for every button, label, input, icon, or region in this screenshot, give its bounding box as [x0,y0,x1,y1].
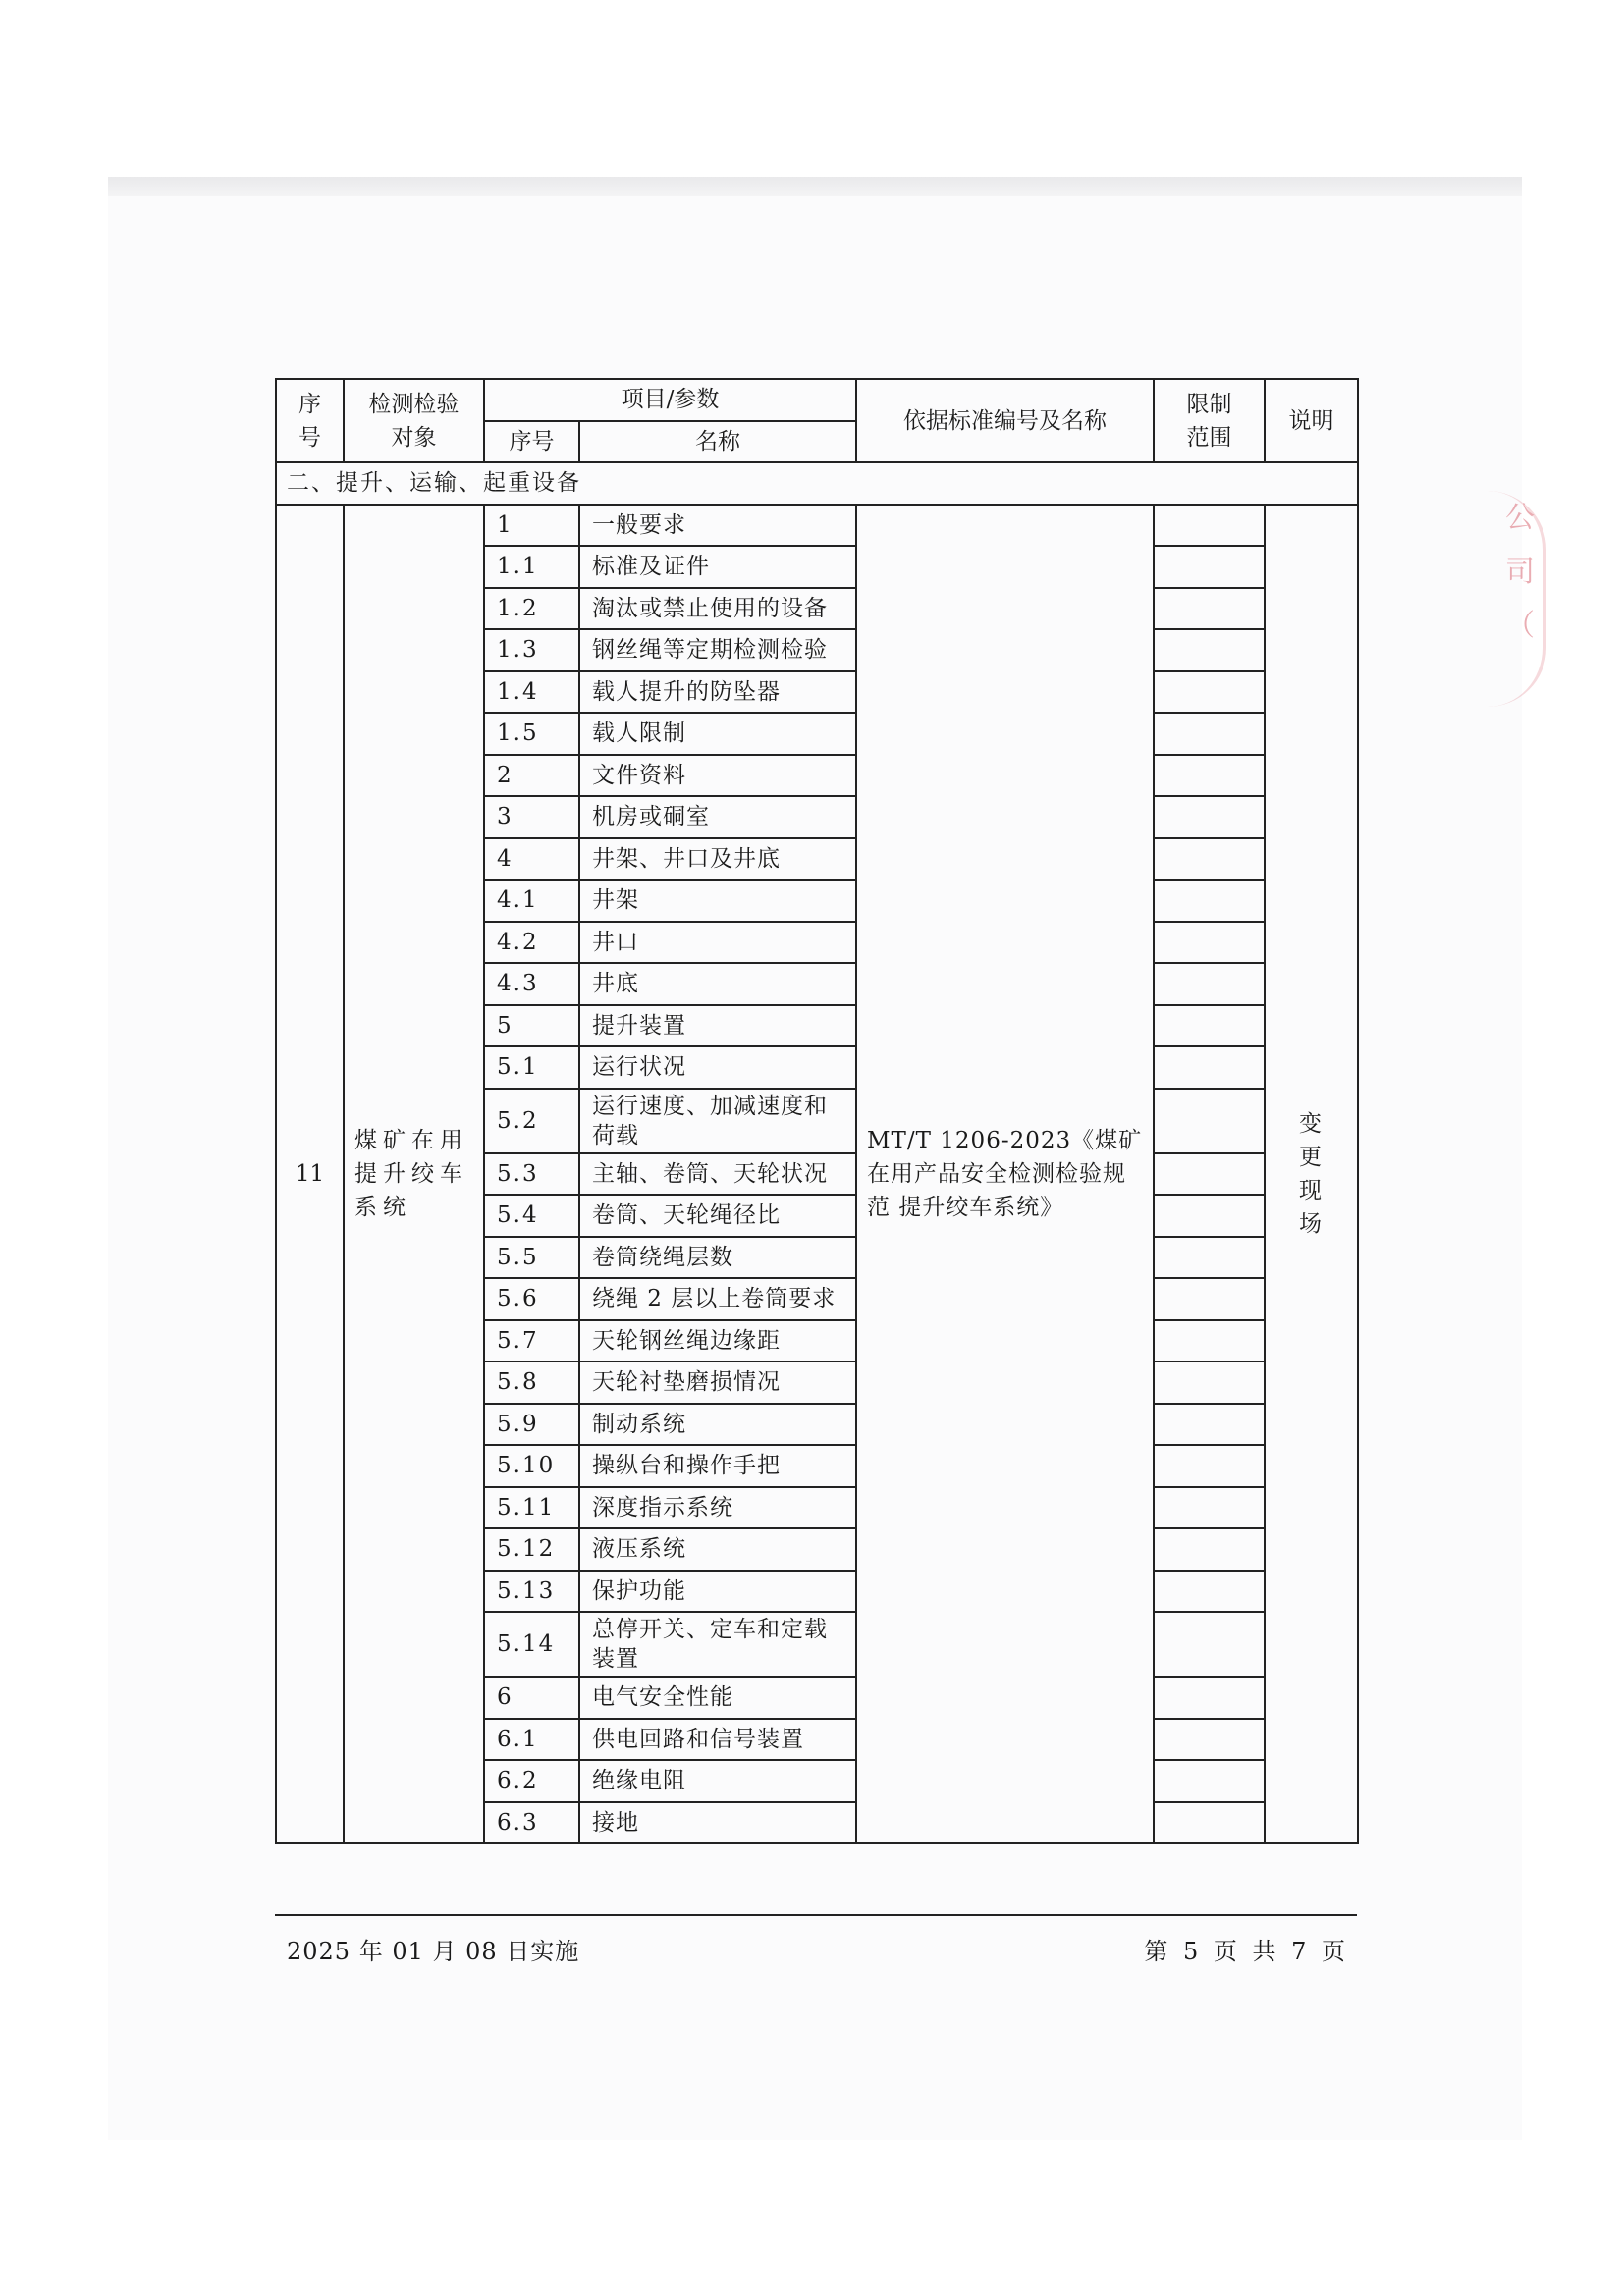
limit-range-cell [1154,1445,1265,1487]
limit-range-cell [1154,963,1265,1005]
limit-range-cell [1154,1487,1265,1529]
item-name: 接地 [579,1802,856,1844]
limit-range-cell [1154,1802,1265,1844]
item-name: 主轴、卷筒、天轮状况 [579,1153,856,1196]
header-item-name: 名称 [579,421,856,463]
item-seq: 5.9 [484,1404,579,1446]
item-name: 淘汰或禁止使用的设备 [579,588,856,630]
item-seq: 6.1 [484,1719,579,1761]
limit-range-cell [1154,713,1265,755]
item-seq: 1.4 [484,671,579,714]
item-seq: 5.6 [484,1278,579,1320]
limit-range-cell [1154,1571,1265,1613]
limit-range-cell [1154,1612,1265,1677]
limit-range-cell [1154,1046,1265,1089]
item-seq: 5.3 [484,1153,579,1196]
limit-range-cell [1154,1153,1265,1196]
item-name: 机房或硐室 [579,796,856,838]
item-seq: 1.1 [484,546,579,588]
header-note: 说明 [1265,379,1358,462]
item-seq: 1.3 [484,629,579,671]
item-name: 绝缘电阻 [579,1760,856,1802]
item-seq: 1.5 [484,713,579,755]
table-header-row-1 [276,379,1358,421]
footer-divider [275,1914,1357,1916]
item-name: 供电回路和信号装置 [579,1719,856,1761]
item-seq: 5.8 [484,1362,579,1404]
limit-range-cell [1154,505,1265,547]
header-limit: 限制范围 [1154,379,1265,462]
item-name: 液压系统 [579,1528,856,1571]
item-seq: 5.4 [484,1195,579,1237]
limit-range-cell [1154,671,1265,714]
item-name: 标准及证件 [579,546,856,588]
entry-seq: 11 [276,505,344,1844]
item-name: 天轮钢丝绳边缘距 [579,1320,856,1362]
item-name: 钢丝绳等定期检测检验 [579,629,856,671]
limit-range-cell [1154,1677,1265,1719]
item-name: 运行速度、加减速度和荷载 [579,1089,856,1153]
header-standard: 依据标准编号及名称 [856,379,1154,462]
entry-standard: MT/T 1206-2023《煤矿在用产品安全检测检验规范 提升绞车系统》 [856,505,1154,1844]
item-name: 井架、井口及井底 [579,838,856,881]
limit-range-cell [1154,838,1265,881]
red-seal-stamp-fragment: 公 司 （ [1488,491,1546,707]
item-name: 卷筒绕绳层数 [579,1237,856,1279]
limit-range-cell [1154,1528,1265,1571]
header-seq: 序号 [276,379,344,462]
item-seq: 4 [484,838,579,881]
item-name: 文件资料 [579,755,856,797]
item-seq: 2 [484,755,579,797]
item-name: 一般要求 [579,505,856,547]
item-seq: 1 [484,505,579,547]
inspection-items-table [275,378,1359,1844]
item-seq: 5.12 [484,1528,579,1571]
item-seq: 6 [484,1677,579,1719]
limit-range-cell [1154,880,1265,922]
item-seq: 6.3 [484,1802,579,1844]
item-name: 井底 [579,963,856,1005]
page-number: 第 5 页 共 7 页 [1144,1938,1349,1965]
limit-range-cell [1154,796,1265,838]
limit-range-cell [1154,1404,1265,1446]
limit-range-cell [1154,1719,1265,1761]
effective-date: 2025 年 01 月 08 日实施 [287,1938,580,1965]
item-name: 操纵台和操作手把 [579,1445,856,1487]
item-name: 井口 [579,922,856,964]
section-row [276,462,1358,505]
limit-range-cell [1154,1089,1265,1153]
header-items: 项目/参数 [484,379,856,421]
item-seq: 5.10 [484,1445,579,1487]
item-seq: 5.13 [484,1571,579,1613]
limit-range-cell [1154,546,1265,588]
item-name: 绕绳 2 层以上卷筒要求 [579,1278,856,1320]
limit-range-cell [1154,1320,1265,1362]
item-name: 井架 [579,880,856,922]
limit-range-cell [1154,922,1265,964]
item-seq: 5.2 [484,1089,579,1153]
item-name: 制动系统 [579,1404,856,1446]
item-name: 提升装置 [579,1005,856,1047]
limit-range-cell [1154,1760,1265,1802]
section-title: 二、提升、运输、起重设备 [276,462,1358,505]
item-name: 保护功能 [579,1571,856,1613]
limit-range-cell [1154,1005,1265,1047]
item-name: 深度指示系统 [579,1487,856,1529]
limit-range-cell [1154,629,1265,671]
header-object: 检测检验对象 [344,379,484,462]
item-name: 运行状况 [579,1046,856,1089]
item-seq: 5.5 [484,1237,579,1279]
item-name: 天轮衬垫磨损情况 [579,1362,856,1404]
limit-range-cell [1154,755,1265,797]
limit-range-cell [1154,1362,1265,1404]
item-name: 载人限制 [579,713,856,755]
limit-range-cell [1154,1237,1265,1279]
limit-range-cell [1154,1195,1265,1237]
entry-object: 煤矿在用提升绞车系统 [344,505,484,1844]
item-seq: 5.7 [484,1320,579,1362]
item-name: 卷筒、天轮绳径比 [579,1195,856,1237]
header-item-seq: 序号 [484,421,579,463]
item-seq: 4.2 [484,922,579,964]
item-seq: 4.3 [484,963,579,1005]
item-name: 载人提升的防坠器 [579,671,856,714]
limit-range-cell [1154,1278,1265,1320]
table-row [276,505,1358,547]
item-seq: 6.2 [484,1760,579,1802]
item-seq: 1.2 [484,588,579,630]
limit-range-cell [1154,588,1265,630]
item-seq: 3 [484,796,579,838]
entry-note: 变更现场 [1265,505,1358,1844]
item-seq: 5.1 [484,1046,579,1089]
item-seq: 5 [484,1005,579,1047]
item-name: 总停开关、定车和定载装置 [579,1612,856,1677]
item-seq: 5.11 [484,1487,579,1529]
item-seq: 5.14 [484,1612,579,1677]
item-name: 电气安全性能 [579,1677,856,1719]
item-seq: 4.1 [484,880,579,922]
